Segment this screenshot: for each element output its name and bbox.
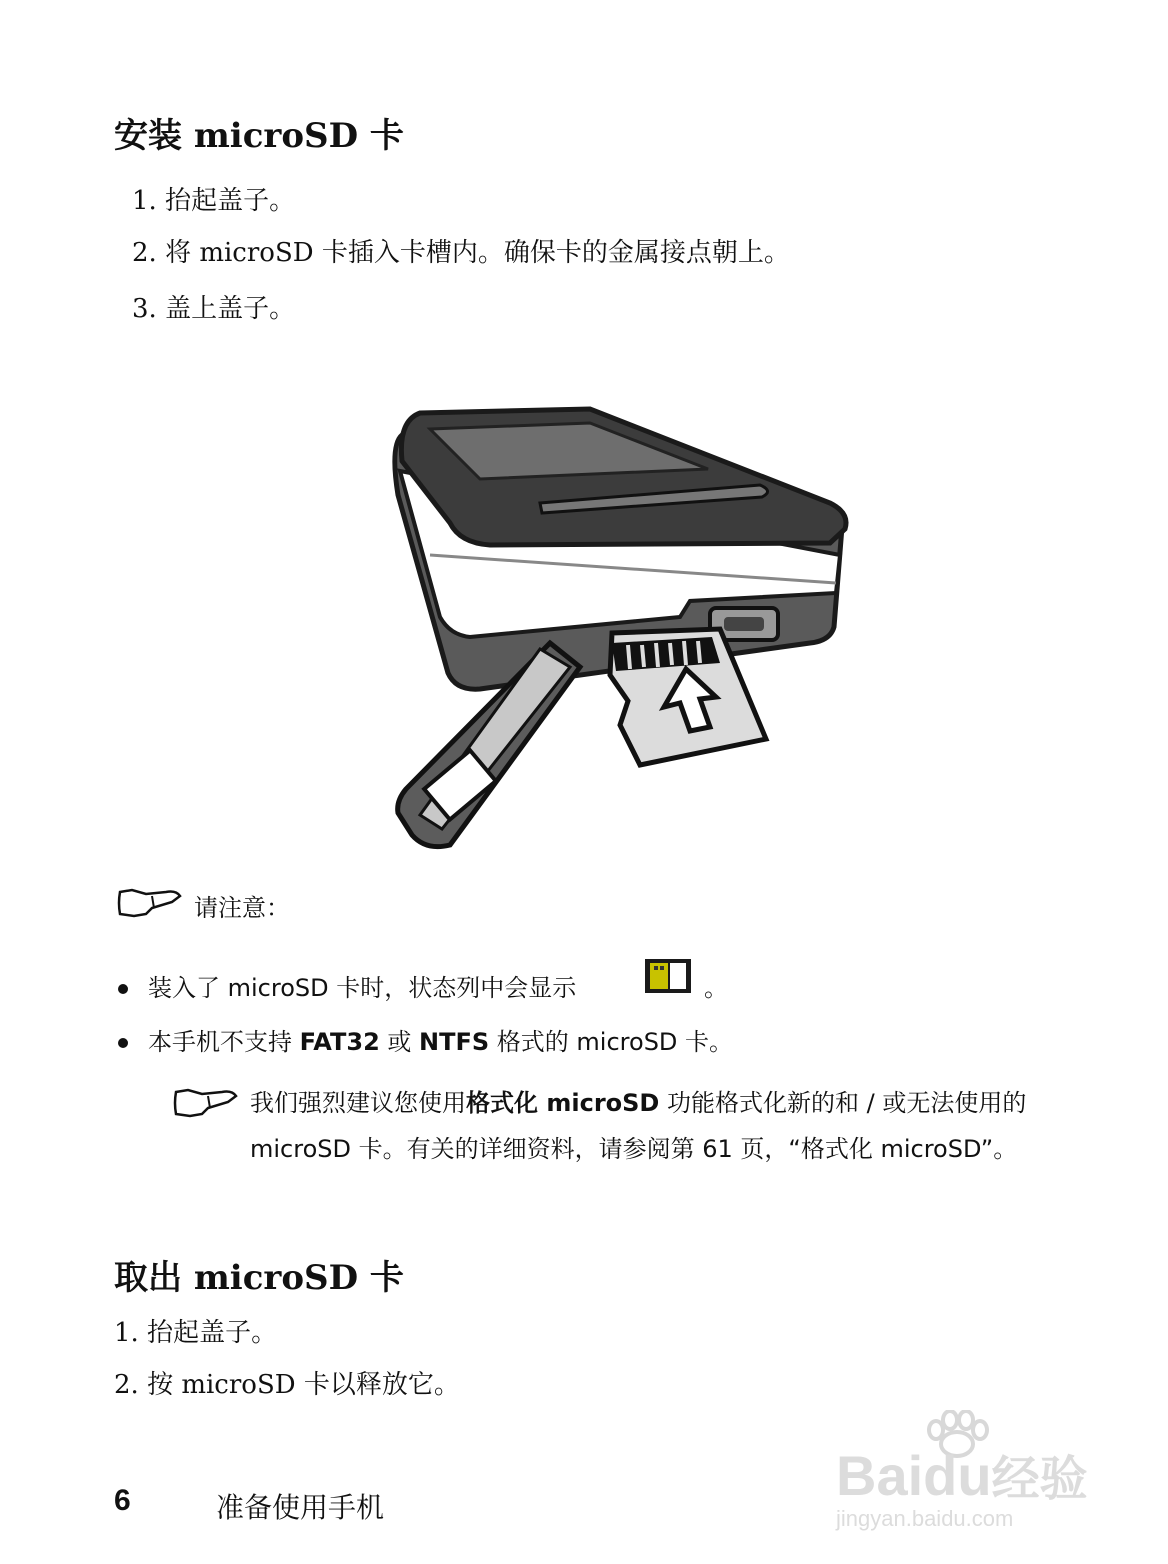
watermark-brand: Bai — [836, 1444, 924, 1507]
watermark-brand-2: du — [923, 1444, 992, 1507]
pointing-hand-icon — [116, 886, 186, 920]
remove-step-2: 2. 按 microSD 卡以释放它。 — [114, 1370, 460, 1400]
watermark-brand-3: 经验 — [991, 1451, 1088, 1507]
format-tip — [250, 1080, 1050, 1172]
phone-microsd-illustration — [390, 405, 860, 850]
bullet-1-end: 。 — [704, 974, 728, 1002]
baidu-watermark — [836, 1410, 1136, 1530]
bullet-2-part-3: 格式的 microSD 卡。 — [489, 1028, 734, 1056]
tip-part-1: 我们强烈建议您使用 — [250, 1089, 466, 1117]
pointing-hand-icon — [172, 1086, 242, 1120]
chapter-title: 准备使用手机 — [216, 1491, 385, 1524]
section-title-remove: 取出 microSD 卡 — [114, 1258, 404, 1298]
section-title-install: 安装 microSD 卡 — [114, 116, 404, 156]
bullet-2-fat32: FAT32 — [299, 1028, 380, 1056]
note-label: 请注意： — [194, 894, 290, 922]
note-bullet-1 — [118, 968, 576, 1003]
sd-card-status-icon — [644, 958, 692, 994]
install-step-1: 1. 抬起盖子。 — [132, 186, 296, 216]
note-bullet-2 — [118, 1022, 733, 1057]
bullet-2-part-2: 或 — [379, 1028, 420, 1056]
bullet-dot — [118, 1038, 128, 1048]
install-step-2: 2. 将 microSD 卡插入卡槽内。确保卡的金属接点朝上。 — [132, 238, 790, 268]
watermark-url: jingyan.baidu.com — [836, 1506, 1014, 1531]
tip-part-2: 功能格式化新的和 / 或无法使用的 microSD 卡。有关的详细资料，请参阅第 61 页，“格式化 microSD”。 — [250, 1089, 1027, 1163]
install-step-3: 3. 盖上盖子。 — [132, 294, 296, 324]
tip-format-feature: 格式化 microSD — [466, 1089, 660, 1117]
page-number: 6 — [114, 1484, 131, 1517]
bullet-2-part-1: 本手机不支持 — [148, 1028, 300, 1056]
bullet-2-ntfs: NTFS — [419, 1028, 490, 1056]
remove-step-1: 1. 抬起盖子。 — [114, 1318, 278, 1348]
bullet-1-text: 装入了 microSD 卡时，状态列中会显示 — [148, 974, 577, 1002]
bullet-dot — [118, 984, 128, 994]
